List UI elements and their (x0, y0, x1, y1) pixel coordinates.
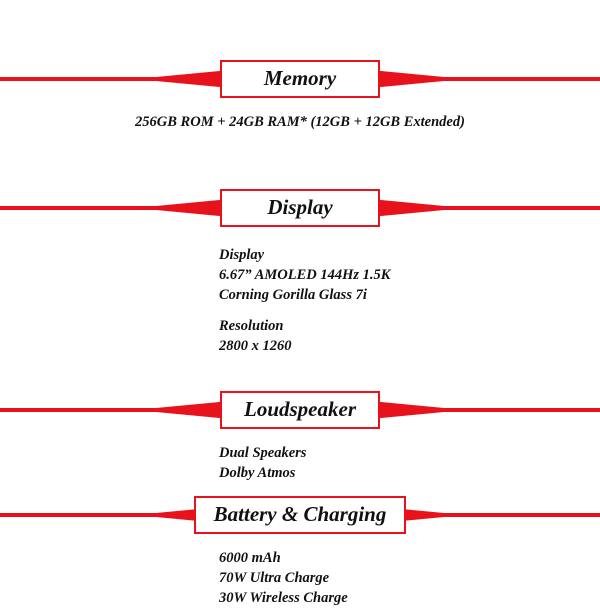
section-battery (0, 495, 600, 608)
spec-line: Dolby Atmos (219, 465, 296, 481)
spec-line: Dual Speakers (219, 445, 307, 461)
section-display (0, 188, 600, 356)
spec-line: Resolution (219, 318, 284, 334)
spacer-display-loudspeaker (0, 356, 600, 390)
banner-battery (0, 495, 600, 535)
spec-line-spacer (219, 305, 600, 316)
banner-display (0, 188, 600, 228)
banner-box-battery (194, 496, 407, 534)
spec-line: Corning Gorilla Glass 7i (219, 287, 367, 303)
banner-wedge-left-icon (135, 199, 230, 217)
section-title-display: Display (267, 194, 333, 219)
spacer-memory-display (0, 132, 600, 188)
section-body-display (0, 245, 600, 356)
section-loudspeaker (0, 390, 600, 483)
spec-line: 256GB ROM + 24GB RAM* (12GB + 12GB Extended) (135, 114, 465, 130)
spec-line: 30W Wireless Charge (219, 590, 348, 606)
spec-line: 70W Ultra Charge (219, 570, 330, 586)
top-spacer (0, 0, 600, 59)
section-memory (0, 59, 600, 132)
banner-box-loudspeaker (220, 391, 380, 429)
banner-box-memory (220, 60, 380, 98)
section-body-loudspeaker (0, 443, 600, 483)
banner-wedge-left-icon (135, 401, 230, 419)
spec-line: 2800 x 1260 (219, 338, 292, 354)
banner-loudspeaker (0, 390, 600, 430)
banner-wedge-right-icon (370, 199, 465, 217)
spec-line: 6000 mAh (219, 550, 281, 566)
spec-line: Display (219, 247, 265, 263)
section-title-battery: Battery & Charging (213, 501, 387, 526)
banner-wedge-left-icon (135, 70, 230, 88)
banner-box-display (220, 189, 380, 227)
spacer-loudspeaker-battery (0, 483, 600, 495)
banner-wedge-right-icon (370, 70, 465, 88)
section-title-memory: Memory (263, 65, 337, 90)
section-body-memory (0, 112, 600, 132)
section-title-loudspeaker: Loudspeaker (244, 396, 356, 421)
section-body-battery (0, 548, 600, 608)
banner-memory (0, 59, 600, 99)
banner-wedge-right-icon (370, 401, 465, 419)
spec-line: 6.67” AMOLED 144Hz 1.5K (219, 267, 391, 283)
